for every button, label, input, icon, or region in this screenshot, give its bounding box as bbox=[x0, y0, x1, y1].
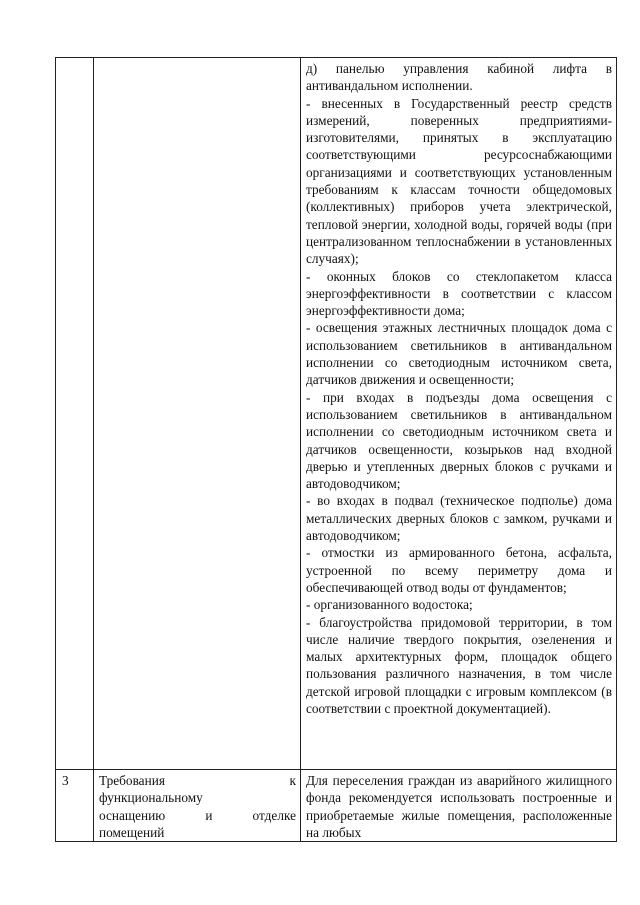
description-paragraph: - во входах в подвал (техническое подполье) дома металлических дверных блоков с замком, ручками и автодоводчиком; bbox=[306, 493, 612, 544]
description-paragraph: - организованного водостока; bbox=[306, 597, 473, 613]
table-row bbox=[56, 58, 617, 770]
description-cell bbox=[301, 58, 617, 770]
table-row bbox=[56, 770, 617, 842]
requirement-cell bbox=[94, 770, 301, 842]
description-text bbox=[301, 770, 616, 841]
description-paragraph: - внесенных в Государственный реестр средств измерений, поверенных предприятиями-изготовителями, принятых в эксплуатацию соответствующими ресурсоснабжающими организациями и соответствующих установленным требованиям к классам точности общедомовых (коллективных) приборов учета электрической, тепловой энергии, холодной воды, горячей воды (при централизованном теплоснабжении в установленных случаях); bbox=[306, 95, 612, 267]
requirement-line: оснащению и отделке bbox=[99, 807, 296, 823]
requirement-cell bbox=[94, 58, 301, 770]
requirement-line: функциональному bbox=[99, 790, 203, 806]
row-number-cell bbox=[56, 58, 94, 770]
description-paragraph: д) панелью управления кабиной лифта в антивандальном исполнении. bbox=[306, 61, 612, 94]
requirement-text bbox=[94, 770, 300, 841]
description-paragraph: - отмостки из армированного бетона, асфальта, устроенной по всему периметру дома и обеспечивающей отвод воды от фундаментов; bbox=[306, 545, 612, 595]
description-paragraph: - освещения этажных лестничных площадок дома с использованием светильников в антивандальном исполнении со светодиодным источником света, датчиков движения и освещенности; bbox=[306, 320, 612, 388]
description-cell bbox=[301, 770, 617, 842]
row-number-cell bbox=[56, 770, 94, 842]
description-paragraph: Для переселения граждан из аварийного жилищного фонда рекомендуется использовать построенные и приобретаемые жилые помещения, расположенные на любых bbox=[306, 773, 612, 840]
row-number bbox=[56, 58, 93, 60]
description-paragraph: - благоустройства придомовой территории, в том числе наличие твердого покрытия, озеленения и малых архитектурных форм, площадок общего пользования различного назначения, в том числе детской игровой площадки с игровым комплексом (в соответствии с проектной документацией). bbox=[306, 614, 612, 716]
description-paragraph: - оконных блоков со стеклопакетом класса энергоэффективности в соответствии с классом энергоэффективности дома; bbox=[306, 268, 612, 319]
requirement-line: помещений bbox=[99, 824, 165, 840]
requirement-text bbox=[94, 58, 300, 60]
requirements-table bbox=[55, 57, 617, 842]
row-number: 3 bbox=[62, 773, 69, 788]
description-paragraph: - при входах в подъезды дома освещения с использованием светильников в антивандальном исполнении со светодиодным источником света и датчиков освещенности, козырьков над входной дверью и утепленных дверных блоков с ручками и автодоводчиком; bbox=[306, 389, 612, 492]
requirement-line: Требования к bbox=[99, 773, 296, 788]
description-text bbox=[301, 58, 616, 717]
